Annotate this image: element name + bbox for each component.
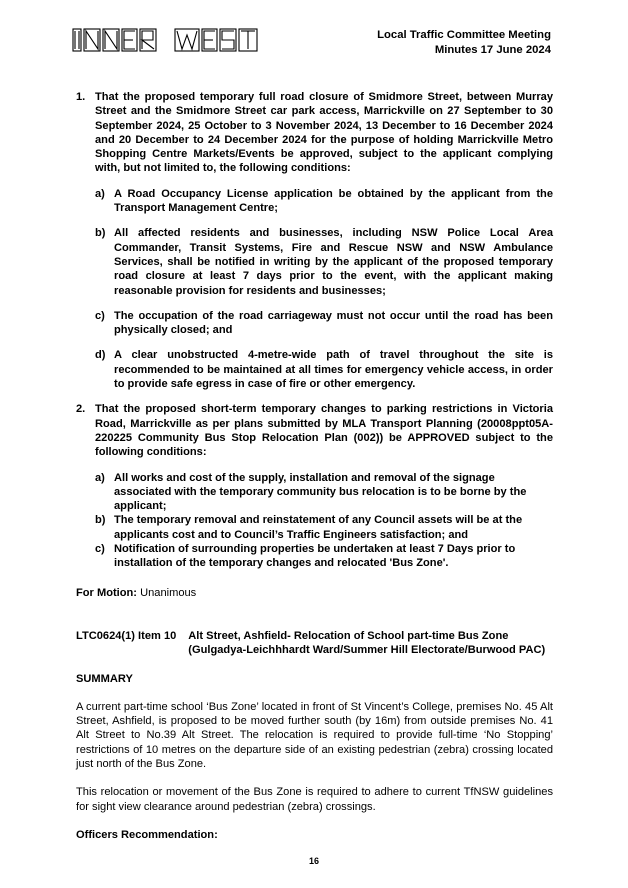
resolution-number: 2. [76, 403, 86, 416]
condition-text: Notification of surrounding properties be undertaken at least 7 Days prior to installation of the temporary changes and relocated 'Bus Zone'. [114, 543, 516, 570]
officers-recommendation-heading: Officers Recommendation: [76, 828, 218, 841]
condition-letter: b) [95, 514, 106, 527]
meeting-title: Local Traffic Committee Meeting [377, 29, 551, 41]
item-code: LTC0624(1) Item 10 [76, 629, 177, 642]
minutes-date: Minutes 17 June 2024 [434, 44, 551, 56]
resolution-text: That the proposed temporary full road closure of Smidmore Street, between Murray Street and the Smidmore Street car park access, Marrickville on 27 September to 30 September 2024, 25 October to 3 November 2024, 13 December to 16 December 2024 and 20 December to 24 December 2024 for the purpose of holding Marrickville Metro Shopping Centre Markets/Events be approved, subject to the applicant complying with, but not limited to, the following conditions: [95, 91, 553, 175]
condition-item [95, 348, 553, 391]
condition-item [95, 471, 553, 514]
condition-letter: c) [95, 309, 105, 322]
resolution-1 [76, 90, 553, 176]
condition-text: A Road Occupancy License application be obtained by the applicant from the Transport Management Centre; [114, 187, 553, 215]
condition-letter: a) [95, 187, 105, 200]
condition-text: A clear unobstructed 4-metre-wide path of travel throughout the site is recommended to be maintained at all times for emergency vehicle access, in order to provide safe egress in case of fire or other emergency. [114, 349, 553, 391]
condition-letter: c) [95, 543, 105, 556]
condition-text: The temporary removal and reinstatement of any Council assets will be at the applicants cost and to Council’s Traffic Engineers satisfaction; and [114, 514, 523, 541]
resolution-number: 1. [76, 91, 86, 103]
condition-text: The occupation of the road carriageway must not occur until the road has been physically closed; and [114, 309, 553, 337]
motion-label: For Motion: [76, 586, 137, 599]
summary-paragraph-2: This relocation or movement of the Bus Zone is required to adhere to current TfNSW guidelines for sight view clearance around pedestrian (zebra) crossings. [76, 786, 553, 813]
inner-west-logo [72, 27, 272, 53]
condition-text: All works and cost of the supply, installation and removal of the signage associated with the temporary community bus relocation is to be borne by the applicant; [114, 471, 527, 513]
condition-letter: a) [95, 471, 105, 484]
condition-item [95, 513, 553, 542]
condition-item [95, 542, 553, 571]
agenda-item-heading [76, 629, 553, 658]
item-title: Alt Street, Ashfield- Relocation of School part-time Bus Zone [188, 629, 509, 642]
item-subtitle: (Gulgadya-Leichhhardt Ward/Summer Hill Electorate/Burwood PAC) [188, 644, 546, 657]
condition-item [95, 309, 553, 338]
summary-heading: SUMMARY [76, 672, 133, 685]
condition-item [95, 226, 553, 297]
condition-letter: d) [95, 349, 106, 362]
page-number: 16 [308, 856, 319, 866]
summary-paragraph-1: A current part-time school ‘Bus Zone’ located in front of St Vincent’s College, premises No. 45 Alt Street, Ashfield, is proposed to be moved further south (by 16m) from outside premises No. 41 Alt Street to No.39 Alt Street. The relocation is required to provide full-time ‘No Stopping’ restrictions of 10 metres on the departure side of an existing pedestrian (zebra) crossing located just north of the Bus Zone. [76, 700, 553, 770]
document-body [76, 90, 553, 842]
condition-text: All affected residents and businesses, including NSW Police Local Area Commander, Transit Systems, Fire and Rescue NSW and NSW Ambulance Services, shall be notified in writing by the applicant of the proposed temporary road closure at least 7 days prior to the event, with the applicant making reasonable provision for residents and businesses; [114, 227, 553, 297]
condition-item [95, 187, 553, 216]
resolution-text: That the proposed short-term temporary changes to parking restrictions in Victoria Road, Marrickville as per plans submitted by MLA Transport Planning (20008ppt05A-220225 Community Bus Stop Relocation Plan (002)) be APPROVED subject to the following conditions: [95, 403, 553, 459]
condition-letter: b) [95, 227, 106, 240]
motion-value: Unanimous [140, 586, 197, 599]
resolution-2 [76, 402, 553, 459]
document-header [377, 28, 551, 58]
motion-line [76, 586, 553, 600]
item-title-block [176, 629, 553, 658]
